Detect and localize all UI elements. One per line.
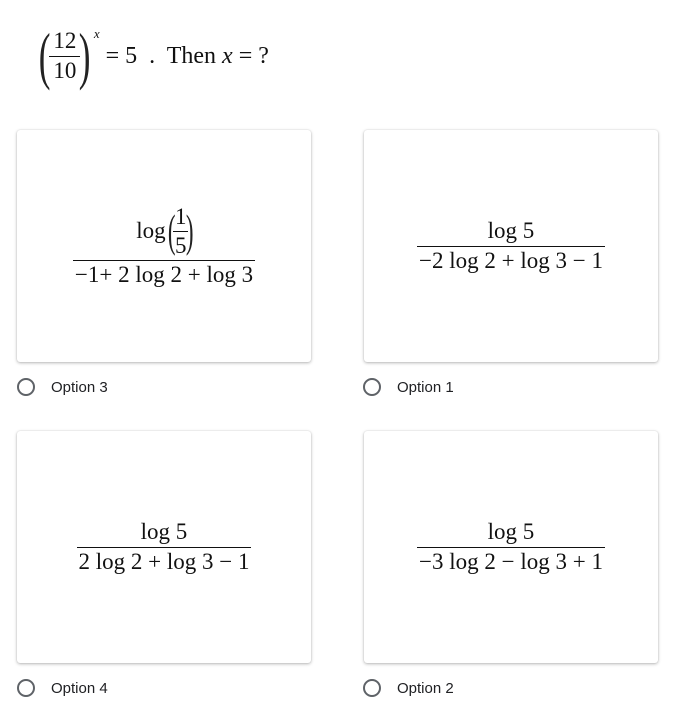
option-1-radio[interactable] bbox=[363, 378, 381, 396]
question-rest bbox=[106, 43, 269, 70]
option-3-card[interactable] bbox=[17, 130, 311, 362]
option-4-choice[interactable] bbox=[17, 676, 108, 700]
option-3-formula bbox=[73, 205, 255, 287]
option-2-choice[interactable] bbox=[363, 676, 454, 700]
option-4-formula bbox=[77, 520, 252, 573]
left-paren: ( bbox=[38, 20, 51, 91]
base-numerator: 12 bbox=[53, 28, 77, 54]
base-fraction bbox=[49, 29, 80, 82]
question-text bbox=[40, 16, 269, 96]
option-3-radio[interactable] bbox=[17, 378, 35, 396]
right-paren: ) bbox=[79, 20, 91, 91]
right-paren: ) bbox=[186, 205, 194, 257]
option-2-card[interactable] bbox=[364, 431, 658, 663]
inner-denominator: 5 bbox=[174, 232, 187, 258]
equals-text: = 5 . Then bbox=[105, 42, 217, 69]
question-end: = ? bbox=[232, 42, 269, 69]
option-1-numerator: log 5 bbox=[487, 218, 535, 244]
option-2-formula bbox=[417, 520, 605, 573]
option-1-formula bbox=[417, 219, 605, 272]
question-variable: x bbox=[222, 42, 233, 69]
option-1-card[interactable] bbox=[364, 130, 658, 362]
base-denominator: 10 bbox=[53, 57, 77, 83]
option-4-numerator: log 5 bbox=[140, 519, 188, 545]
option-3-choice[interactable] bbox=[17, 375, 108, 399]
option-4-card[interactable] bbox=[17, 431, 311, 663]
option-1-denominator: −2 log 2 + log 3 − 1 bbox=[419, 247, 603, 273]
option-3-denominator: −1+ 2 log 2 + log 3 bbox=[74, 262, 254, 288]
option-4-label: Option 4 bbox=[51, 679, 108, 697]
option-3-numerator bbox=[134, 205, 194, 260]
option-4-denominator: 2 log 2 + log 3 − 1 bbox=[78, 548, 250, 574]
option-2-numerator: log 5 bbox=[487, 519, 535, 545]
option-1-choice[interactable] bbox=[363, 375, 454, 399]
inner-numerator: 1 bbox=[174, 203, 187, 229]
left-paren: ( bbox=[167, 205, 176, 257]
option-3-label: Option 3 bbox=[51, 378, 108, 396]
option-4-radio[interactable] bbox=[17, 679, 35, 697]
log-text: log bbox=[136, 218, 166, 244]
exponent: x bbox=[93, 26, 100, 41]
option-2-radio[interactable] bbox=[363, 679, 381, 697]
question-base bbox=[38, 20, 100, 91]
option-2-label: Option 2 bbox=[397, 679, 454, 697]
option-1-label: Option 1 bbox=[397, 378, 454, 396]
option-2-denominator: −3 log 2 − log 3 + 1 bbox=[419, 548, 603, 574]
